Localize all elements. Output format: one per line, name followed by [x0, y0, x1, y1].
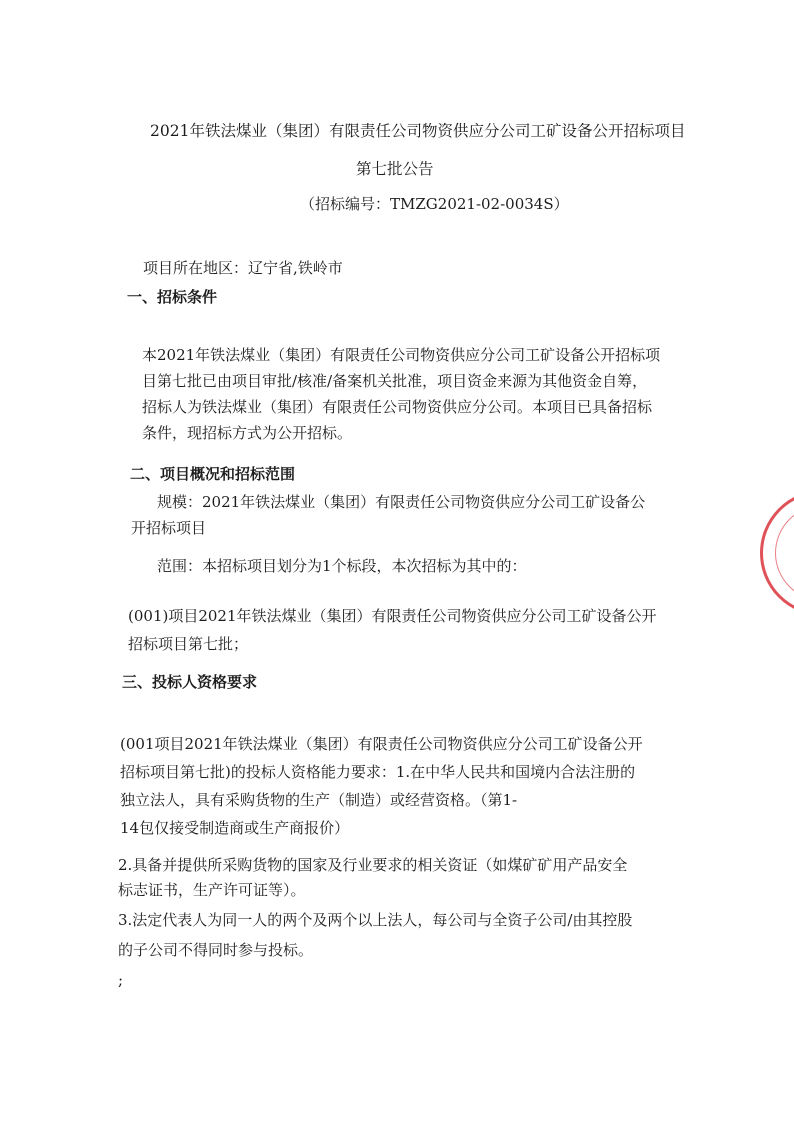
section1-line: 招标人为铁法煤业（集团）有限责任公司物资供应分公司。本项目已具备招标 [142, 398, 653, 416]
scale-line: 规模：2021年铁法煤业（集团）有限责任公司物资供应分公司工矿设备公 [157, 493, 646, 511]
section3-line: 独立法人，具有采购货物的生产（制造）或经营资格。（第1- [120, 791, 518, 809]
section3-line: (001项目2021年铁法煤业（集团）有限责任公司物资供应分公司工矿设备公开 [120, 735, 643, 753]
official-seal [760, 490, 794, 616]
official-seal-ring [775, 505, 794, 601]
section3-line: 2.具备并提供所采购货物的国家及行业要求的相关资证（如煤矿矿用产品安全 [118, 856, 628, 874]
section3-line: 的子公司不得同时参与投标。 [118, 941, 314, 959]
section1-line: 目第七批已由项目审批/核准/备案机关批准，项目资金来源为其他资金自筹， [142, 372, 648, 390]
tender-number: （招标编号：TMZG2021-02-0034S） [300, 195, 569, 213]
section3-line: 招标项目第七批)的投标人资格能力要求：1.在中华人民共和国境内合法注册的 [120, 763, 636, 781]
document-title-line1: 2021年铁法煤业（集团）有限责任公司物资供应分公司工矿设备公开招标项目 [150, 122, 686, 140]
section1-heading: 一、招标条件 [127, 288, 218, 306]
section3-heading: 三、投标人资格要求 [122, 673, 258, 691]
section3-line: 14包仅接受制造商或生产商报价） [120, 819, 350, 837]
section3-line: 3.法定代表人为同一人的两个及两个以上法人，每公司与全资子公司/由其控股 [118, 911, 633, 929]
section1-line: 本2021年铁法煤业（集团）有限责任公司物资供应分公司工矿设备公开招标项 [142, 346, 661, 364]
lot-line: (001)项目2021年铁法煤业（集团）有限责任公司物资供应分公司工矿设备公开 [128, 607, 657, 625]
section3-line: 标志证书，生产许可证等）。 [118, 881, 306, 899]
document-title-line2: 第七批公告 [356, 160, 434, 178]
section1-line: 条件，现招标方式为公开招标。 [142, 424, 353, 442]
section3-line: ; [118, 971, 124, 989]
project-region: 项目所在地区：辽宁省,铁岭市 [143, 259, 343, 277]
section2-heading: 二、项目概况和招标范围 [130, 465, 296, 483]
scope-line: 范围：本招标项目划分为1个标段，本次招标为其中的： [157, 557, 527, 575]
lot-line: 招标项目第七批； [128, 635, 249, 653]
scale-line: 开招标项目 [131, 519, 207, 537]
